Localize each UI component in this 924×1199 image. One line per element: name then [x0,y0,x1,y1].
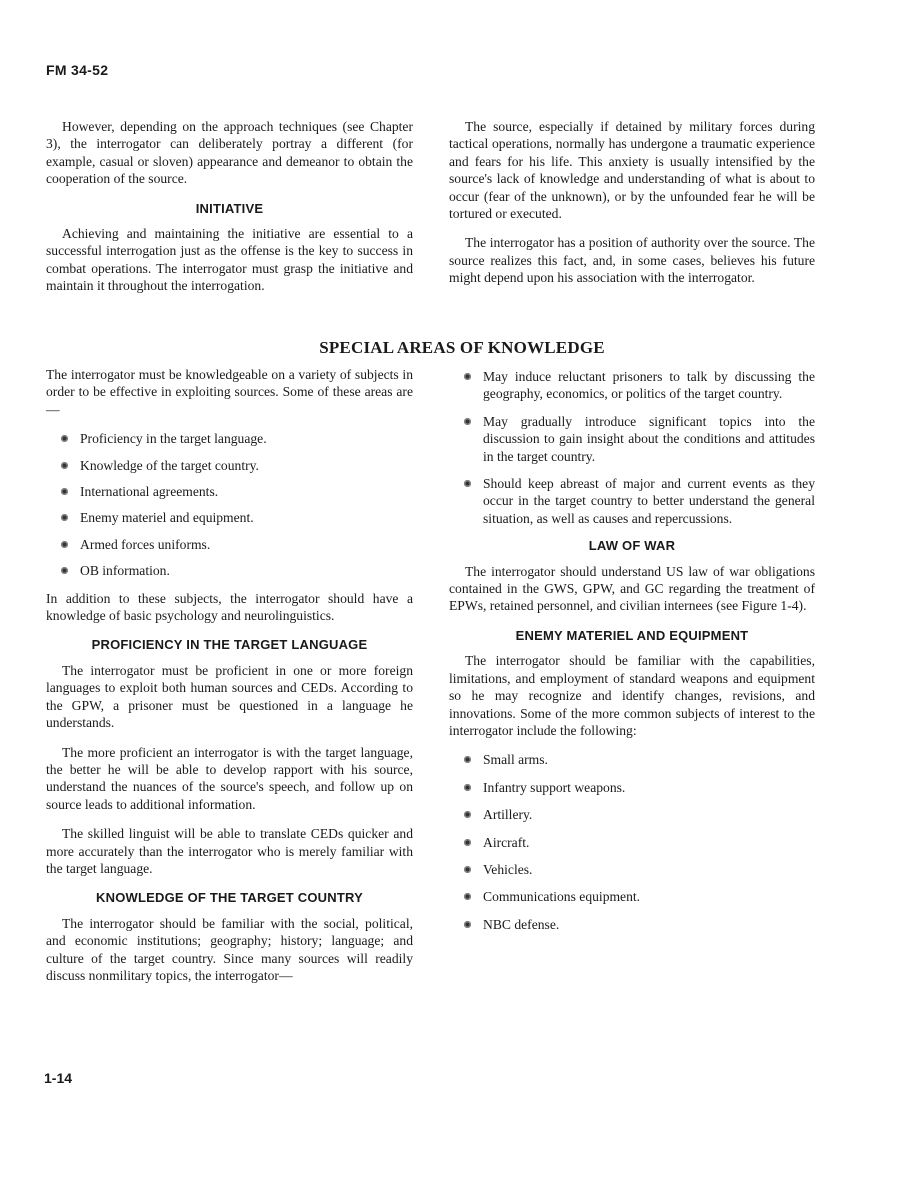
bullet-icon [464,784,471,791]
list-item: Communications equipment. [449,888,815,905]
heading-enemy-materiel: ENEMY MATERIEL AND EQUIPMENT [515,627,749,643]
top-left-column [46,118,413,307]
bullet-icon [464,866,471,873]
bullet-icon [464,480,471,487]
list-item: NBC defense. [449,916,815,933]
list-item: May gradually introduce significant topics into the discussion to gain insight about the conditions and attitudes in the target country. [449,413,815,465]
paragraph: The source, especially if detained by military forces during tactical operations, normally has undergone a traumatic experience and fears for his life. This anxiety is usually intensified by the source's lack of knowledge and understanding of what is about to occur (fear of the unknown), or by the unfounded fear he will be tortured or executed. [449,119,815,222]
bullet-icon [464,418,471,425]
materiel-items-list [449,751,815,933]
paragraph: The interrogator has a position of authority over the source. The source realizes this fact, and, in some cases, believes his future might depend upon his association with the interrogator. [449,235,815,286]
top-right-column [449,118,815,299]
bullet-icon [464,893,471,900]
list-item: Vehicles. [449,861,815,878]
section-title: SPECIAL AREAS OF KNOWLEDGE [319,338,605,357]
document-id: FM 34-52 [46,62,109,78]
knowledge-areas-list [46,430,413,579]
bottom-left-column [46,366,413,996]
list-item: May induce reluctant prisoners to talk by discussing the geography, economics, or politics of the target country. [449,368,815,403]
bullet-icon [61,435,68,442]
bullet-icon [464,373,471,380]
heading-law-of-war: LAW OF WAR [588,538,676,554]
paragraph: The interrogator should be familiar with the capabilities, limitations, and employment of standard weapons and equipment so he may recognize and identify changes, revisions, and innovations. Some of the more common subjects of interest to the interrogator include the following: [449,653,815,738]
bullet-icon [464,756,471,763]
list-item: Should keep abreast of major and current events as they occur in the target country to better understand the general situation, as well as causes and repercussions. [449,475,815,527]
bullet-icon [61,567,68,574]
bottom-right-column [449,368,815,943]
bullet-icon [61,514,68,521]
bullet-icon [464,811,471,818]
heading-initiative: INITIATIVE [195,200,264,216]
bullet-icon [464,921,471,928]
list-item: Artillery. [449,806,815,823]
paragraph: The interrogator should be familiar with the social, political, and economic institutions; geography; history; language; and culture of the target country. Since many sources will readily discuss nonmilitary topics, the interrogator— [46,915,413,983]
heading-proficiency-language: PROFICIENCY IN THE TARGET LANGUAGE [91,637,368,653]
paragraph: In addition to these subjects, the interrogator should have a knowledge of basic psychology and neurolinguistics. [46,590,413,624]
list-item: International agreements. [46,483,413,500]
page-number: 1-14 [44,1070,73,1086]
list-item: Enemy materiel and equipment. [46,509,413,526]
list-item: Small arms. [449,751,815,768]
bullet-icon [464,839,471,846]
paragraph: The interrogator must be proficient in one or more foreign languages to exploit both human sources and CEDs. According to the GPW, a prisoner must be questioned in a language he understands. [46,662,413,731]
paragraph: The interrogator should understand US law of war obligations contained in the GWS, GPW, and GC regarding the treatment of EPWs, retained personnel, and civilian internees (see Figure 1-4). [449,563,815,614]
country-bullets-list [449,368,815,527]
paragraph: However, depending on the approach techniques (see Chapter 3), the interrogator can deliberately portray a different (for example, casual or sloven) appearance and demeanor to obtain the cooperation of the source. [46,119,413,187]
list-item: Knowledge of the target country. [46,457,413,474]
list-item: Infantry support weapons. [449,779,815,796]
heading-knowledge-country: KNOWLEDGE OF THE TARGET COUNTRY [96,890,363,906]
paragraph: Achieving and maintaining the initiative are essential to a successful interrogation just as the offense is the key to success in combat operations. The interrogator must grasp the initiative and maintain it throughout the interrogation. [46,226,413,294]
list-item: Aircraft. [449,834,815,851]
list-item: Armed forces uniforms. [46,536,413,553]
paragraph: The interrogator must be knowledgeable on a variety of subjects in order to be effective in exploiting sources. Some of these areas are— [46,367,413,417]
paragraph: The skilled linguist will be able to translate CEDs quicker and more accurately than the interrogator who is merely familiar with the target language. [46,826,413,876]
paragraph: The more proficient an interrogator is with the target language, the better he will be able to develop rapport with his source, understand the nuances of the source's speech, and follow up on source leads to additional information. [46,744,413,812]
bullet-icon [61,462,68,469]
list-item: Proficiency in the target language. [46,430,413,447]
bullet-icon [61,541,68,548]
bullet-icon [61,488,68,495]
list-item: OB information. [46,562,413,579]
